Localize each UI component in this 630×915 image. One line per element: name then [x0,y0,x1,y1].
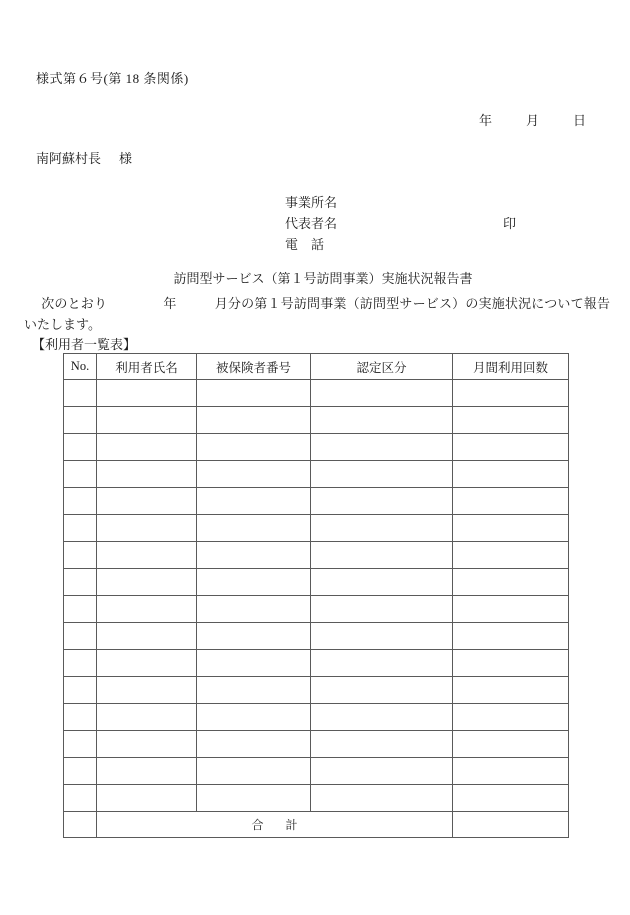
row-user-name-cell[interactable] [97,785,197,812]
table-row [64,677,569,704]
row-monthly-usage-count-cell[interactable] [453,407,569,434]
row-no-cell[interactable] [64,677,97,704]
row-user-name-cell[interactable] [97,434,197,461]
table-header-monthly-usage-count: 月間利用回数 [453,354,569,380]
row-certification-category-cell[interactable] [311,785,453,812]
row-insured-number-cell[interactable] [197,677,311,704]
row-certification-category-cell[interactable] [311,434,453,461]
row-insured-number-cell[interactable] [197,650,311,677]
row-no-cell[interactable] [64,758,97,785]
row-user-name-cell[interactable] [97,623,197,650]
addressee-honorific: 様 [119,151,133,166]
row-no-cell[interactable] [64,596,97,623]
table-row [64,380,569,407]
row-no-cell[interactable] [64,623,97,650]
table-row [64,515,569,542]
row-insured-number-cell[interactable] [197,785,311,812]
row-insured-number-cell[interactable] [197,380,311,407]
office-name-label: 事業所名 [285,195,338,210]
row-certification-category-cell[interactable] [311,542,453,569]
row-no-cell[interactable] [64,380,97,407]
row-insured-number-cell[interactable] [197,434,311,461]
row-monthly-usage-count-cell[interactable] [453,569,569,596]
row-certification-category-cell[interactable] [311,461,453,488]
row-user-name-cell[interactable] [97,542,197,569]
table-row [64,785,569,812]
row-insured-number-cell[interactable] [197,407,311,434]
row-certification-category-cell[interactable] [311,380,453,407]
row-user-name-cell[interactable] [97,569,197,596]
page-title: 訪問型サービス（第１号訪問事業）実施状況報告書 [173,271,473,286]
row-insured-number-cell[interactable] [197,515,311,542]
row-no-cell[interactable] [64,488,97,515]
row-user-name-cell[interactable] [97,596,197,623]
row-insured-number-cell[interactable] [197,569,311,596]
form-number: 様式第６号(第 18 条関係) [36,71,189,86]
row-certification-category-cell[interactable] [311,515,453,542]
row-monthly-usage-count-cell[interactable] [453,434,569,461]
row-insured-number-cell[interactable] [197,623,311,650]
row-certification-category-cell[interactable] [311,488,453,515]
row-user-name-cell[interactable] [97,407,197,434]
table-row [64,434,569,461]
total-value-cell[interactable] [453,812,569,838]
row-monthly-usage-count-cell[interactable] [453,542,569,569]
row-monthly-usage-count-cell[interactable] [453,704,569,731]
total-no-cell[interactable] [64,812,97,838]
row-no-cell[interactable] [64,407,97,434]
row-user-name-cell[interactable] [97,515,197,542]
row-user-name-cell[interactable] [97,461,197,488]
table-row [64,623,569,650]
row-monthly-usage-count-cell[interactable] [453,596,569,623]
table-row [64,407,569,434]
row-no-cell[interactable] [64,785,97,812]
date-month-unit: 月 [525,113,539,128]
row-user-name-cell[interactable] [97,488,197,515]
table-row [64,704,569,731]
row-certification-category-cell[interactable] [311,650,453,677]
table-row [64,569,569,596]
row-certification-category-cell[interactable] [311,569,453,596]
table-row [64,488,569,515]
table-row [64,731,569,758]
row-certification-category-cell[interactable] [311,407,453,434]
telephone-label [285,237,324,252]
body-line1-part1: 次のとおり [41,296,108,311]
row-user-name-cell[interactable] [97,380,197,407]
seal-mark: 印 [503,216,517,231]
table-header-certification-category: 認定区分 [311,354,453,380]
row-user-name-cell[interactable] [97,650,197,677]
row-insured-number-cell[interactable] [197,704,311,731]
row-certification-category-cell[interactable] [311,677,453,704]
body-line2: ます。 [63,317,101,332]
row-insured-number-cell[interactable] [197,758,311,785]
table-header-no: No. [64,354,97,380]
table-total-row [64,812,569,838]
row-certification-category-cell[interactable] [311,704,453,731]
addressee [36,148,132,167]
date-year-unit: 年 [478,113,492,128]
row-insured-number-cell[interactable] [197,461,311,488]
sender-block [285,192,565,255]
row-monthly-usage-count-cell[interactable] [453,461,569,488]
table-body [64,380,569,812]
table-row [64,650,569,677]
row-monthly-usage-count-cell[interactable] [453,515,569,542]
table-header-row [64,354,569,380]
row-insured-number-cell[interactable] [197,488,311,515]
row-no-cell[interactable] [64,542,97,569]
section-heading: 【利用者一覧表】 [32,337,137,352]
row-insured-number-cell[interactable] [197,542,311,569]
table-row [64,758,569,785]
row-monthly-usage-count-cell[interactable] [453,488,569,515]
user-list-table [63,353,569,838]
row-insured-number-cell[interactable] [197,596,311,623]
row-no-cell[interactable] [64,434,97,461]
row-insured-number-cell[interactable] [197,731,311,758]
body-line1-part2: 月分の第１号訪問事業（訪問型サービス）の実施状況について報告いたし [24,296,610,332]
row-user-name-cell[interactable] [97,731,197,758]
row-user-name-cell[interactable] [97,704,197,731]
addressee-recipient: 南阿蘇村長 [36,151,102,166]
total-label-cell [97,812,453,838]
table-header-insured-number: 被保険者番号 [197,354,311,380]
telephone-label-part2: 話 [311,237,325,252]
row-no-cell[interactable] [64,650,97,677]
representative-row [285,213,565,234]
row-monthly-usage-count-cell[interactable] [453,731,569,758]
row-user-name-cell[interactable] [97,758,197,785]
telephone-row [285,234,565,255]
total-label-part2: 計 [285,818,298,832]
telephone-label-part1: 電 [285,237,299,252]
row-certification-category-cell[interactable] [311,731,453,758]
row-certification-category-cell[interactable] [311,596,453,623]
row-no-cell[interactable] [64,569,97,596]
body-paragraph [24,293,610,335]
table-row [64,461,569,488]
row-no-cell[interactable] [64,704,97,731]
row-monthly-usage-count-cell[interactable] [453,785,569,812]
table-row [64,542,569,569]
total-label-part1: 合 [251,818,264,832]
row-monthly-usage-count-cell[interactable] [453,677,569,704]
row-monthly-usage-count-cell[interactable] [453,380,569,407]
row-no-cell[interactable] [64,461,97,488]
table-row [64,596,569,623]
table-header-user-name: 利用者氏名 [97,354,197,380]
row-user-name-cell[interactable] [97,677,197,704]
date-line [445,110,586,129]
date-day-unit: 日 [572,113,586,128]
row-certification-category-cell[interactable] [311,623,453,650]
row-monthly-usage-count-cell[interactable] [453,758,569,785]
row-monthly-usage-count-cell[interactable] [453,623,569,650]
row-no-cell[interactable] [64,515,97,542]
row-no-cell[interactable] [64,731,97,758]
office-name-row [285,192,565,213]
row-certification-category-cell[interactable] [311,758,453,785]
representative-label: 代表者名 [285,216,338,231]
row-monthly-usage-count-cell[interactable] [453,650,569,677]
body-year-unit: 年 [163,296,177,311]
